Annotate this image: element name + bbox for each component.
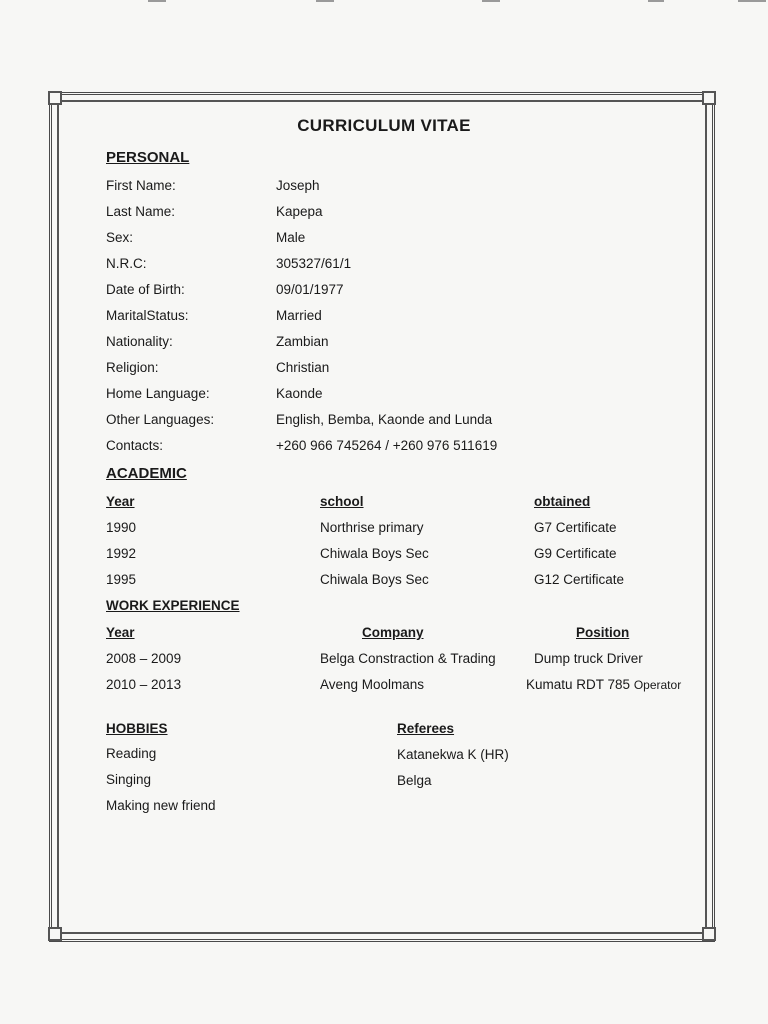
field-value: Joseph (276, 178, 320, 193)
field-value: English, Bemba, Kaonde and Lunda (276, 412, 493, 427)
personal-row (106, 412, 706, 432)
work-row (106, 677, 706, 697)
field-value: 09/01/1977 (276, 282, 344, 297)
border-corner (702, 91, 716, 105)
column-header-school: school (320, 494, 364, 509)
academic-obtained: G9 Certificate (534, 546, 617, 561)
field-value: 305327/61/1 (276, 256, 352, 271)
academic-row (106, 546, 706, 566)
work-position-text: Kumatu RDT 785 (526, 677, 631, 692)
academic-school: Northrise primary (320, 520, 424, 535)
hobby-item: Reading (106, 746, 157, 761)
section-personal-heading: PERSONAL (106, 149, 190, 166)
hobby-item: Singing (106, 772, 152, 787)
field-label: Other Languages: (106, 412, 215, 427)
academic-obtained: G7 Certificate (534, 520, 617, 535)
section-academic-heading: ACADEMIC (106, 465, 187, 482)
border-corner (702, 927, 716, 941)
field-label: Religion: (106, 360, 159, 375)
referee-item: Belga (397, 773, 432, 788)
referee-item: Katanekwa K (HR) (397, 747, 509, 762)
academic-year: 1992 (106, 546, 137, 561)
scan-mark (148, 0, 166, 2)
field-label: Last Name: (106, 204, 176, 219)
work-row (106, 651, 706, 671)
field-value: Kapepa (276, 204, 323, 219)
field-label: First Name: (106, 178, 176, 193)
section-hobbies-heading: HOBBIES (106, 721, 168, 736)
field-label: Sex: (106, 230, 134, 245)
column-header-year: Year (106, 494, 135, 509)
personal-row (106, 282, 706, 302)
field-label: Home Language: (106, 386, 210, 401)
personal-row (106, 386, 706, 406)
work-company: Belga Constraction & Trading (320, 651, 496, 666)
field-label: Contacts: (106, 438, 164, 453)
work-position (526, 677, 681, 692)
personal-row (106, 308, 706, 328)
scan-mark (648, 0, 664, 2)
work-position-extra: Operator (633, 678, 682, 692)
personal-row (106, 204, 706, 224)
column-header-obtained: obtained (534, 494, 591, 509)
work-company: Aveng Moolmans (320, 677, 425, 692)
work-position (534, 651, 643, 666)
field-label: N.R.C: (106, 256, 147, 271)
personal-row (106, 178, 706, 198)
academic-row (106, 520, 706, 540)
border-corner (48, 91, 62, 105)
field-value: Male (276, 230, 306, 245)
section-work-heading: WORK EXPERIENCE (106, 598, 240, 613)
academic-header-row (106, 494, 706, 514)
academic-obtained: G12 Certificate (534, 572, 625, 587)
border-corner (48, 927, 62, 941)
work-year: 2010 – 2013 (106, 677, 182, 692)
academic-year: 1990 (106, 520, 137, 535)
work-year: 2008 – 2009 (106, 651, 182, 666)
work-position-text: Dump truck Driver (534, 651, 643, 666)
academic-school: Chiwala Boys Sec (320, 572, 429, 587)
field-value: Zambian (276, 334, 329, 349)
work-header-row (106, 625, 706, 645)
column-header-year: Year (106, 625, 135, 640)
document-title: CURRICULUM VITAE (297, 116, 471, 135)
personal-row (106, 256, 706, 276)
personal-row (106, 230, 706, 250)
academic-year: 1995 (106, 572, 137, 587)
personal-row (106, 334, 706, 354)
field-label: Date of Birth: (106, 282, 185, 297)
academic-school: Chiwala Boys Sec (320, 546, 429, 561)
column-header-position: Position (576, 625, 630, 640)
personal-row (106, 360, 706, 380)
personal-row (106, 438, 706, 458)
academic-row (106, 572, 706, 592)
field-label: Nationality: (106, 334, 173, 349)
field-value: Married (276, 308, 322, 323)
hobby-item: Making new friend (106, 798, 216, 813)
field-value: Kaonde (276, 386, 323, 401)
field-value: Christian (276, 360, 330, 375)
column-header-company: Company (362, 625, 424, 640)
section-referees-heading: Referees (397, 721, 455, 736)
field-value: +260 966 745264 / +260 976 511619 (276, 438, 498, 453)
field-label: MaritalStatus: (106, 308, 189, 323)
scan-mark (738, 0, 766, 2)
scan-mark (482, 0, 500, 2)
scan-mark (316, 0, 334, 2)
